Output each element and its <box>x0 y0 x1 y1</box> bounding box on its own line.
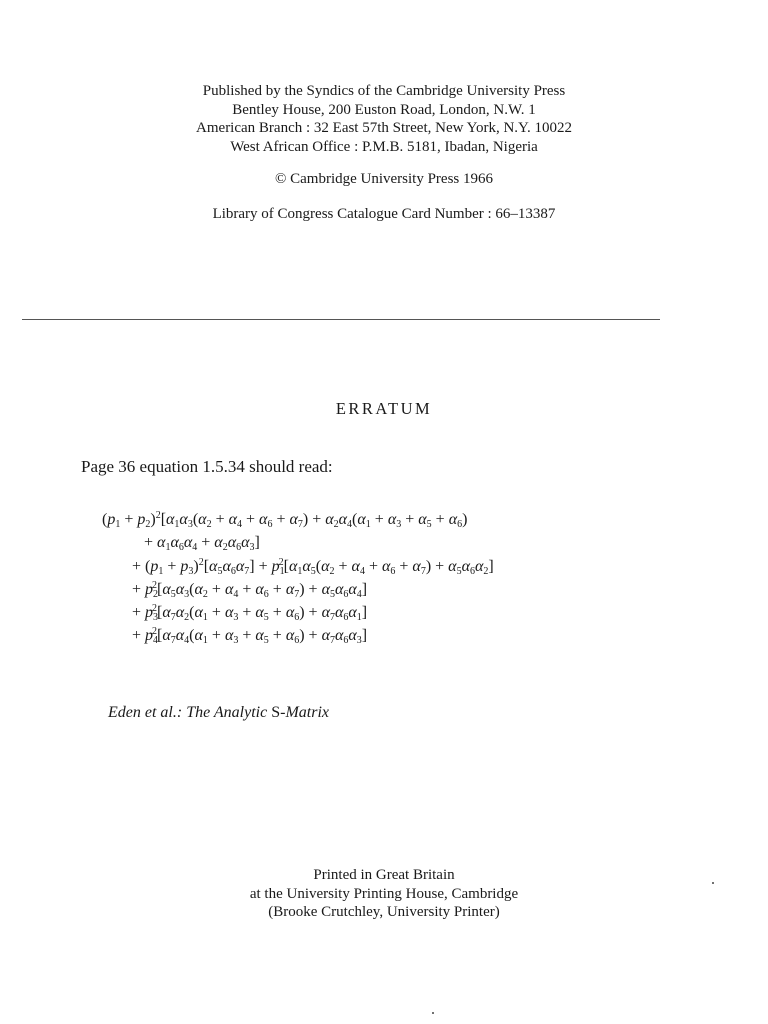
equation-line-1: $(p_1 + p_2)^2[\alpha_1\alpha_3(\alpha_2 + \alpha_4 + \alpha_6 + \alpha_7) + \alpha_2\alpha_4(\alpha_1 + \alpha_3 + \alpha_5 + \alpha_6)$ <box>102 510 468 530</box>
divider-rule <box>22 319 660 320</box>
equation-line-2: + $\alpha_1\alpha_6\alpha_4 + \alpha_2\alpha_6\alpha_3$] <box>144 534 260 553</box>
printer-line: Printed in Great Britain <box>313 867 455 883</box>
printer-block <box>0 866 768 922</box>
copyright-line: © Cambridge University Press 1966 <box>274 171 494 187</box>
catalogue-number: Library of Congress Catalogue Card Number : 66–13387 <box>212 206 556 222</box>
citation <box>108 704 329 722</box>
publisher-line: American Branch : 32 East 57th Street, New York, N.Y. 10022 <box>196 120 572 136</box>
publisher-line: West African Office : P.M.B. 5181, Ibadan, Nigeria <box>230 138 538 155</box>
printer-line: at the University Printing House, Cambridge <box>249 885 519 902</box>
printer-line: (Brooke Crutchley, University Printer) <box>268 904 500 920</box>
equation-line-5: + $p_3^2[\alpha_7\alpha_2(\alpha_1 + \alpha_3 + \alpha_5 + \alpha_6) + \alpha_7\alpha_6\alpha_1]$ <box>132 603 368 623</box>
erratum-intro: Page 36 equation 1.5.34 should read: <box>81 457 333 476</box>
citation-authors: Eden et al.: The Analytic <box>108 704 272 721</box>
print-speck <box>712 882 714 884</box>
publisher-line: Bentley House, 200 Euston Road, London, N.W. 1 <box>232 101 536 118</box>
citation-title-rest: -Matrix <box>280 704 329 721</box>
publisher-block <box>0 82 768 156</box>
equation-line-6: + $p_4^2[\alpha_7\alpha_4(\alpha_1 + \alpha_3 + \alpha_5 + \alpha_6) + \alpha_7\alpha_6\alpha_3]$ <box>132 626 368 646</box>
equation-line-4: + $p_2^2[\alpha_5\alpha_3(\alpha_2 + \alpha_4 + \alpha_6 + \alpha_7) + \alpha_5\alpha_6\alpha_4]$ <box>132 580 368 600</box>
print-speck <box>432 1012 434 1014</box>
citation-s: S <box>271 704 281 721</box>
erratum-title: ERRATUM <box>335 399 433 418</box>
equation-line-3: + $(p_1 + p_3)^2[\alpha_5\alpha_6\alpha_7] + p_1^2[\alpha_1\alpha_5(\alpha_2 + \alpha_4 + \alpha_6 + \alpha_7) + \alpha_5\alpha_6\alpha_2]$ <box>132 557 494 577</box>
publisher-line: Published by the Syndics of the Cambridge University Press <box>202 83 566 99</box>
